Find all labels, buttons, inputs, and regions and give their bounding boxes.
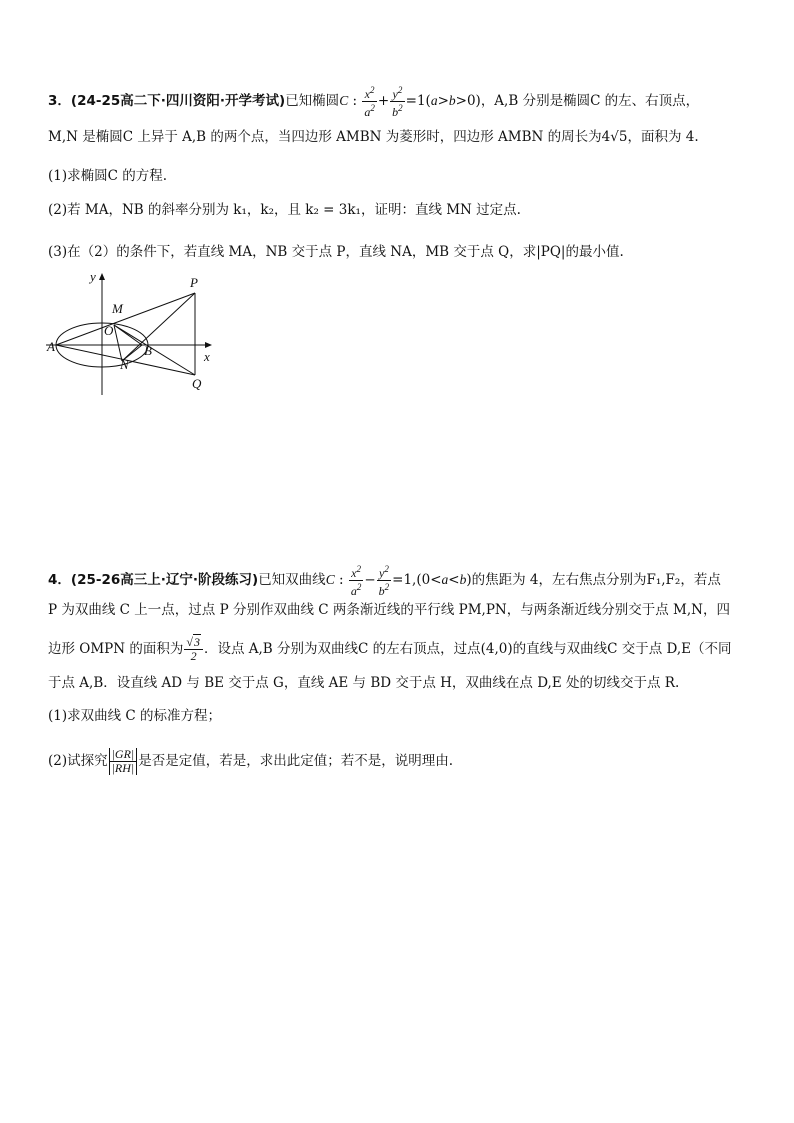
label-B: B <box>144 343 152 358</box>
problem4-q2 <box>48 748 453 775</box>
ellipse-fraction-y: $\frac{y^2}{b^2}$ <box>392 85 403 119</box>
problem3-intro: 已知椭圆 <box>285 93 340 109</box>
label-N: N <box>120 357 129 372</box>
hyperbola-fraction-y: $\frac{y^2}{b^2}$ <box>378 564 390 598</box>
problem3-source: (24-25高二下·四川资阳·开学考试) <box>70 93 286 109</box>
problem4-q2-head: (2)试探究 <box>48 753 108 769</box>
problem4-line2: P 为双曲线 C 上一点，过点 P 分别作双曲线 C 两条渐近线的平行线 PM,PN，与两条渐近线分别交于点 M,N，四 <box>48 602 730 618</box>
problem4-q1: (1)求双曲线 C 的标准方程； <box>48 708 222 724</box>
problem3-line1-tail: ，A,B 分别是椭圆C 的左、右顶点， <box>480 93 700 109</box>
problem4-intro: 已知双曲线 <box>258 572 326 588</box>
problem4-line3-tail: ．设点 A,B 分别为双曲线C 的左右顶点，过点(4,0)的直线与双曲线C 交于点 D,E（不同 <box>203 641 732 657</box>
label-O: O <box>104 323 114 338</box>
label-x: x <box>204 349 210 364</box>
problem3-line1: 3．(24-25高二下·四川资阳·开学考试)已知椭圆C : $\frac{x^2}{a^2}$ + $\frac{y^2}{b^2}$ =1(a>b>0)，A,B 分别是椭圆C 的左、右顶点， <box>48 85 700 119</box>
problem4-source: (25-26高三上·辽宁·阶段练习) <box>70 572 259 588</box>
label-M: M <box>112 301 123 316</box>
label-P: P <box>190 275 198 290</box>
problem3-q3: (3)在（2）的条件下，若直线 MA，NB 交于点 P，直线 NA，MB 交于点 Q，求|PQ|的最小值. <box>48 244 624 260</box>
label-Q: Q <box>192 376 202 391</box>
problem4-line4: 于点 A,B．设直线 AD 与 BE 交于点 G，直线 AE 与 BD 交于点 H，双曲线在点 D,E 处的切线交于点 R. <box>48 675 680 691</box>
problem4-line3 <box>48 636 732 663</box>
problem4-q2-tail: 是否是定值，若是，求出此定值；若不是，说明理由. <box>138 753 454 769</box>
problem4-line1-tail: 的焦距为 4，左右焦点分别为F₁,F₂，若点 <box>471 572 721 588</box>
label-y: y <box>90 269 96 284</box>
problem3-number: 3． <box>48 93 71 109</box>
hyperbola-fraction-x: $\frac{x^2}{a^2}$ <box>350 564 362 598</box>
ratio-fraction: $\frac{|GR|}{|RH|}$ <box>109 748 138 775</box>
problem3-q2: (2)若 MA，NB 的斜率分别为 k₁，k₂，且 k₂ = 3k₁，证明：直线 MN 过定点. <box>48 202 521 218</box>
ellipse-figure <box>44 265 224 400</box>
label-A: A <box>47 339 55 354</box>
problem4-number: 4． <box>48 572 71 588</box>
problem3-q1: (1)求椭圆C 的方程. <box>48 168 168 184</box>
problem4-line3-head: 边形 OMPN 的面积为 <box>48 641 184 657</box>
problem4-line1: 4．(25-26高三上·辽宁·阶段练习)已知双曲线C : $\frac{x^2}{a^2}$ − $\frac{y^2}{b^2}$ =1,(0<a<b)的焦距为 4，左右焦点分别为F₁,F₂，若点 <box>48 564 721 598</box>
ellipse-fraction-x: $\frac{x^2}{a^2}$ <box>364 85 375 119</box>
problem3-line2: M,N 是椭圆C 上异于 A,B 的两个点，当四边形 AMBN 为菱形时，四边形 AMBN 的周长为4√5，面积为 4. <box>48 129 699 145</box>
area-fraction: $\frac{√3}{2}$ <box>184 636 203 663</box>
